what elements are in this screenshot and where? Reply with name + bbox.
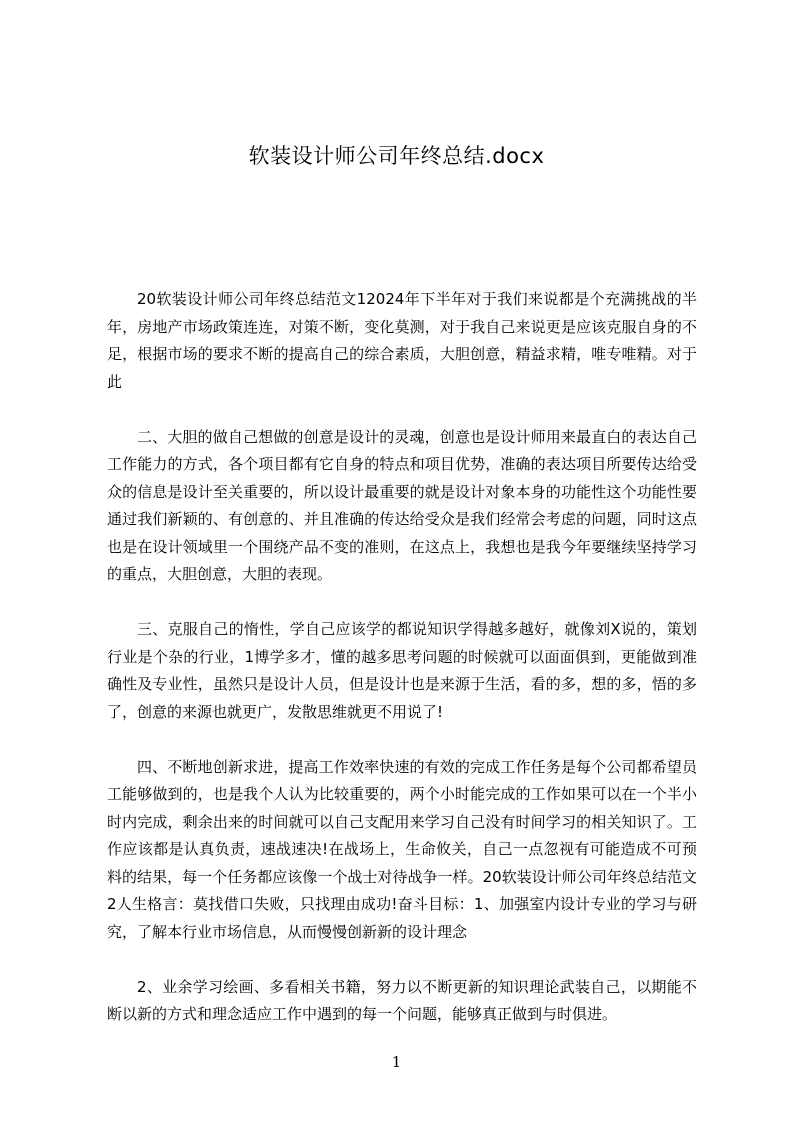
paragraph-intro: 20软装设计师公司年终总结范文12024年下半年对于我们来说都是个充满挑战的半年，房地产市场政策连连，对策不断，变化莫测，对于我自己来说更是应该克服自身的不足，根据市场的要求不断的提高自己的综合素质，大胆创意，精益求精，唯专唯精。对于此 [107, 290, 697, 391]
page-number: 1 [391, 1053, 402, 1071]
paragraph-section-3: 三、克服自己的惰性，学自己应该学的都说知识学得越多越好，就像刘X说的，策划行业是个杂的行业，1博学多才，懂的越多思考问题的时候就可以面面俱到，更能做到准确性及专业性，虽然只是设计人员，但是设计也是来源于生活，看的多，想的多，悟的多了，创意的来源也就更广，发散思维就更不用说了! [107, 620, 697, 721]
document-body [107, 286, 697, 1056]
document-title: 软装设计师公司年终总结.docx [248, 144, 545, 168]
paragraph-section-4: 四、不断地创新求进，提高工作效率快速的有效的完成工作任务是每个公司都希望员工能够做到的，也是我个人认为比较重要的，两个小时能完成的工作如果可以在一个半小时内完成，剩余出来的时间就可以自己支配用来学习自己没有时间学习的相关知识了。工作应该都是认真负责，速战速决!在战场上，生命攸关，自己一点忽视有可能造成不可预料的结果，每一个任务都应该像一个战士对待战争一样。20软装设计师公司年终总结范文2人生格言：莫找借口失败，只找理由成功!奋斗目标：1、加强室内设计专业的学习与研究，了解本行业市场信息，从而慢慢创新新的设计理念 [107, 757, 697, 941]
paragraph-goal-2: 2、业余学习绘画、多看相关书籍，努力以不断更新的知识理论武装自己，以期能不断以新的方式和理念适应工作中遇到的每一个问题，能够真正做到与时俱进。 [107, 977, 697, 1023]
paragraph-section-2: 二、大胆的做自己想做的创意是设计的灵魂，创意也是设计师用来最直白的表达自己工作能力的方式，各个项目都有它自身的特点和项目优势，准确的表达项目所要传达给受众的信息是设计至关重要的，所以设计最重要的就是设计对象本身的功能性这个功能性要通过我们新颖的、有创意的、并且准确的传达给受众是我们经常会考虑的问题，同时这点也是在设计领域里一个围绕产品不变的准则，在这点上，我想也是我今年要继续坚持学习的重点，大胆创意，大胆的表现。 [107, 427, 697, 583]
